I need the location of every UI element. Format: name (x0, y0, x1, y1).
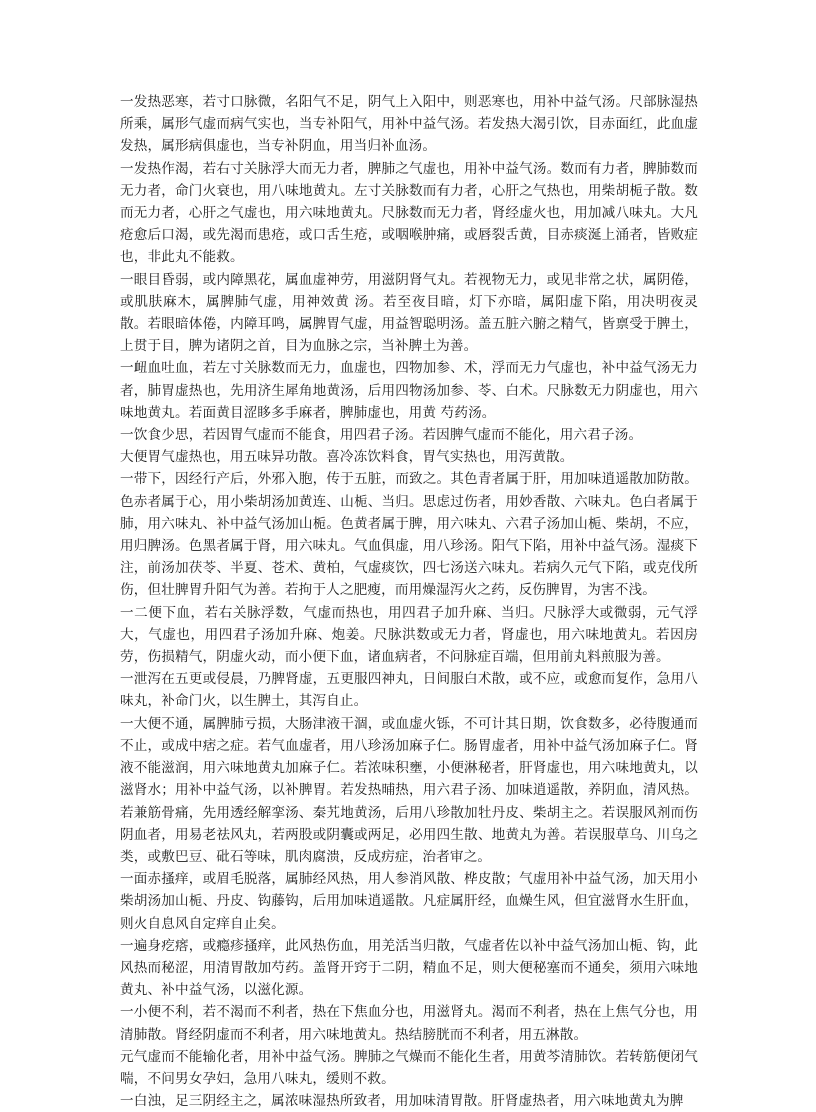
paragraph-stool-heat: 大便胃气虚热也，用五味异功散。喜冷冻饮料食，胃气实热也，用泻黄散。 (120, 449, 574, 466)
paragraph-qi-deficiency: 元气虚而不能输化者，用补中益气汤。脾肺之气燥而不能化生者，用黄芩清肺饮。若转筋便闭气喘，不问男女孕妇，急用八味丸，缓则不救。 (120, 1048, 698, 1087)
paragraph-diarrhea: 一泄泻在五更或侵晨，乃脾肾虚，五更服四神丸，日间服白术散，或不应，或愈而复作，急用八味丸，补命门火，以生脾土，其泻自止。 (120, 671, 698, 710)
paragraph-nosebleed: 一衄血吐血，若左寸关脉数而无力，血虚也，四物加参、术，浮而无力气虚也，补中益气汤无力者，肺胃虚热也，先用济生犀角地黄汤，后用四物汤加参、苓、白术。尺脉数无力阴虚也，用六味地黄丸。若面黄目涩眵多手麻者，脾肺虚也，用黄 芍药汤。 (120, 360, 698, 421)
document-page (120, 91, 698, 1112)
paragraph-fever-chills: 一发热恶寒，若寸口脉微，名阳气不足，阴气上入阳中，则恶寒也，用补中益气汤。尺部脉湿热所乘，属形气虚而病气实也，当专补阳气，用补中益气汤。若发热大渴引饮，目赤面红，此血虚发热，属形病俱虚也，当专补阴血，用当归补血汤。 (120, 94, 698, 155)
paragraph-constipation: 一大便不通，属脾肺亏损，大肠津液干涸，或血虚火铄，不可计其日期，饮食数多，必待腹通而不止，或成中痞之症。若气血虚者，用八珍汤加麻子仁。肠胃虚者，用补中益气汤加麻子仁。肾液不能滋润，用六味地黄丸加麻子仁。若浓味积壅，小便淋秘者，肝肾虚也，用六味地黄丸，以滋肾水；用补中益气汤，以补脾胃。若发热晡热，用六君子汤、加味逍遥散，养阴血，清风热。若兼筋骨痛，先用透经解挛汤、秦艽地黄汤，后用八珍散加牡丹皮、柴胡主之。若误服风剂而伤阴血者，用易老祛风丸，若两股或阴囊或两足，必用四生散、地黄丸为善。若误服草乌、川乌之类，或敷巴豆、砒石等味，肌肉腐溃，反成疠症，治者审之。 (120, 715, 698, 865)
paragraph-facial-itch: 一面赤搔痒，或眉毛脱落，属肺经风热，用人参消风散、桦皮散；气虚用补中益气汤，加天用小柴胡汤加山栀、丹皮、钩藤钩，后用加味逍遥散。凡症属肝经，血燥生风，但宜滋肾水生肝血，则火自息风自定痒自止矣。 (120, 871, 698, 932)
paragraph-turbid-urine: 一白浊，足三阴经主之，属浓味湿热所致者，用加味清胃散。肝肾虚热者，用六味地黄丸为脾 (120, 1093, 684, 1110)
paragraph-rash: 一遍身疙瘩，或瘾疹搔痒，此风热伤血，用羌活当归散，气虚者佐以补中益气汤加山栀、钩，此风热而秘涩，用清胃散加芍药。盖肾开窍于二阴，精血不足，则大便秘塞而不通矣，须用六味地黄丸、补中益气汤，以滋化源。 (120, 937, 698, 999)
paragraph-urination: 一小便不利，若不渴而不利者，热在下焦血分也，用滋肾丸。渴而不利者，热在上焦气分也，用清肺散。肾经阴虚而不利者，用六味地黄丸。热结膀胱而不利者，用五淋散。 (120, 1004, 698, 1043)
paragraph-leukorrhea: 一带下，因经行产后，外邪入胞，传于五脏，而致之。其色青者属于肝，用加味逍遥散加防散。色赤者属于心，用小柴胡汤加黄连、山栀、当归。思虑过伤者，用妙香散、六味丸。色白者属于肺，用六味丸、补中益气汤加山栀。色黄者属于脾，用六味丸、六君子汤加山栀、柴胡，不应，用归脾汤。色黑者属于肾，用六味丸。气血俱虚，用八珍汤。阳气下陷，用补中益气汤。湿痰下注，前汤加茯苓、半夏、苍术、黄柏，气虚痰饮，四七汤送六味丸。若病久元气下陷，或克伐所伤，但壮脾胃升阳气为善。若拘于人之肥瘦，而用燥湿泻火之药，反伤脾胃，为害不浅。 (120, 471, 698, 599)
paragraph-fever-thirst: 一发热作渴，若右寸关脉浮大而无力者，脾肺之气虚也，用补中益气汤。数而有力者，脾肺数而无力者，命门火衰也，用八味地黄丸。左寸关脉数而有力者，心肝之气热也，用柴胡栀子散。数而无力者，心肝之气虚也，用六味地黄丸。尺脉数而无力者，肾经虚火也，用加减八味丸。大凡疮愈后口渴，或先渴而患疮，或口舌生疮，或咽喉肿痛，或唇裂舌黄，目赤痰涎上涌者，皆败症也，非此丸不能救。 (120, 160, 698, 266)
paragraph-poor-appetite: 一饮食少思，若因胃气虚而不能食，用四君子汤。若因脾气虚而不能化，用六君子汤。 (120, 427, 643, 444)
paragraph-eye-weakness: 一眼目昏弱，或内障黑花，属血虚神劳，用滋阴肾气丸。若视物无力，或见非常之状，属阴倦，或肌肤麻木，属脾肺气虚，用神效黄 汤。若至夜目暗，灯下亦暗，属阳虚下陷，用决明夜灵散。若眼暗体倦，内障耳鸣，属脾胃气虚，用益智聪明汤。盖五脏六腑之精气，皆禀受于脾土，上贯于目，脾为诸阴之首，目为血脉之宗，当补脾土为善。 (120, 271, 698, 355)
paragraph-blood-in-stool: 一二便下血，若右关脉浮数，气虚而热也，用四君子加升麻、当归。尺脉浮大或微弱，元气浮大，气虚也，用四君子汤加升麻、炮姜。尺脉洪数或无力者，肾虚也，用六味地黄丸。若因房劳，伤损精气，阴虚火动，而小便下血，诸血病者，不问脉症百端，但用前丸料煎服为善。 (120, 604, 698, 666)
